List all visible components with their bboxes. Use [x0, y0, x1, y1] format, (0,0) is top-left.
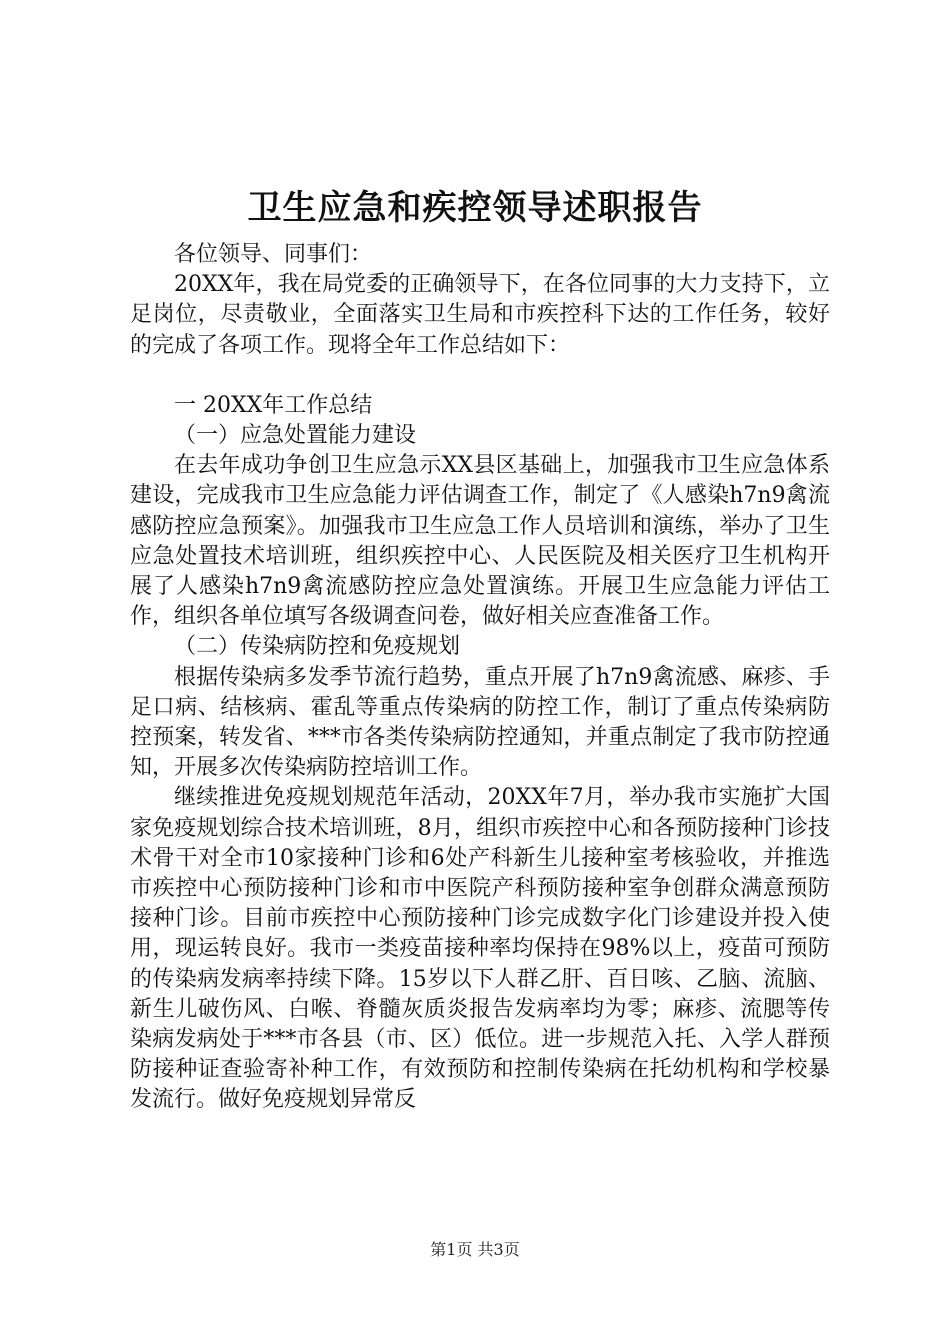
document-body: [130, 240, 830, 1116]
subsection-heading-1: （一）应急处置能力建设: [174, 423, 417, 449]
page-footer: 第1页 共3页: [430, 1240, 520, 1259]
body-paragraph: 在去年成功争创卫生应急示XX县区基础上，加强我市卫生应急体系建设，完成我市卫生应急能力评估调查工作，制定了《人感染h7n9禽流感防控应急预案》。加强我市卫生应急工作人员培训和演练，举办了卫生应急处置技术培训班，组织疾控中心、人民医院及相关医疗卫生机构开展了人感染h7n9禽流感防控应急处置演练。开展卫生应急能力评估工作，组织各单位填写各级调查问卷，做好相关应查准备工作。: [130, 453, 830, 630]
subsection-heading-2: （二）传染病防控和免疫规划: [174, 634, 461, 660]
salutation: 各位领导、同事们：: [174, 242, 373, 267]
intro-paragraph: 20XX年，我在局党委的正确领导下，在各位同事的大力支持下，立足岗位，尽责敬业，全面落实卫生局和市疾控科下达的工作任务，较好的完成了各项工作。现将全年工作总结如下：: [130, 272, 830, 358]
document-title: 卫生应急和疾控领导述职报告: [247, 188, 703, 228]
section-heading: 一 20XX年工作总结: [174, 392, 373, 418]
body-paragraph: 根据传染病多发季节流行趋势，重点开展了h7n9禽流感、麻疹、手足口病、结核病、霍乱等重点传染病的防控工作，制订了重点传染病防控预案，转发省、***市各类传染病防控通知，并重点制定了我市防控通知，开展多次传染病防控培训工作。: [130, 664, 830, 781]
body-paragraph: 继续推进免疫规划规范年活动，20XX年7月，举办我市实施扩大国家免疫规划综合技术培训班，8月，组织市疾控中心和各预防接种门诊技术骨干对全市10家接种门诊和6处产科新生儿接种室考核验收，并推选市疾控中心预防接种门诊和市中医院产科预防接种室争创群众满意预防接种门诊。目前市疾控中心预防接种门诊完成数字化门诊建设并投入使用，现运转良好。我市一类疫苗接种率均保持在98%以上，疫苗可预防的传染病发病率持续下降。15岁以下人群乙肝、百日咳、乙脑、流脑、新生儿破伤风、白喉、脊髓灰质炎报告发病率均为零；麻疹、流腮等传染病发病处于***市各县（市、区）低位。进一步规范入托、入学人群预防接种证查验寄补种工作，有效预防和控制传染病在托幼机构和学校暴发流行。做好免疫规划异常反: [130, 785, 830, 1113]
